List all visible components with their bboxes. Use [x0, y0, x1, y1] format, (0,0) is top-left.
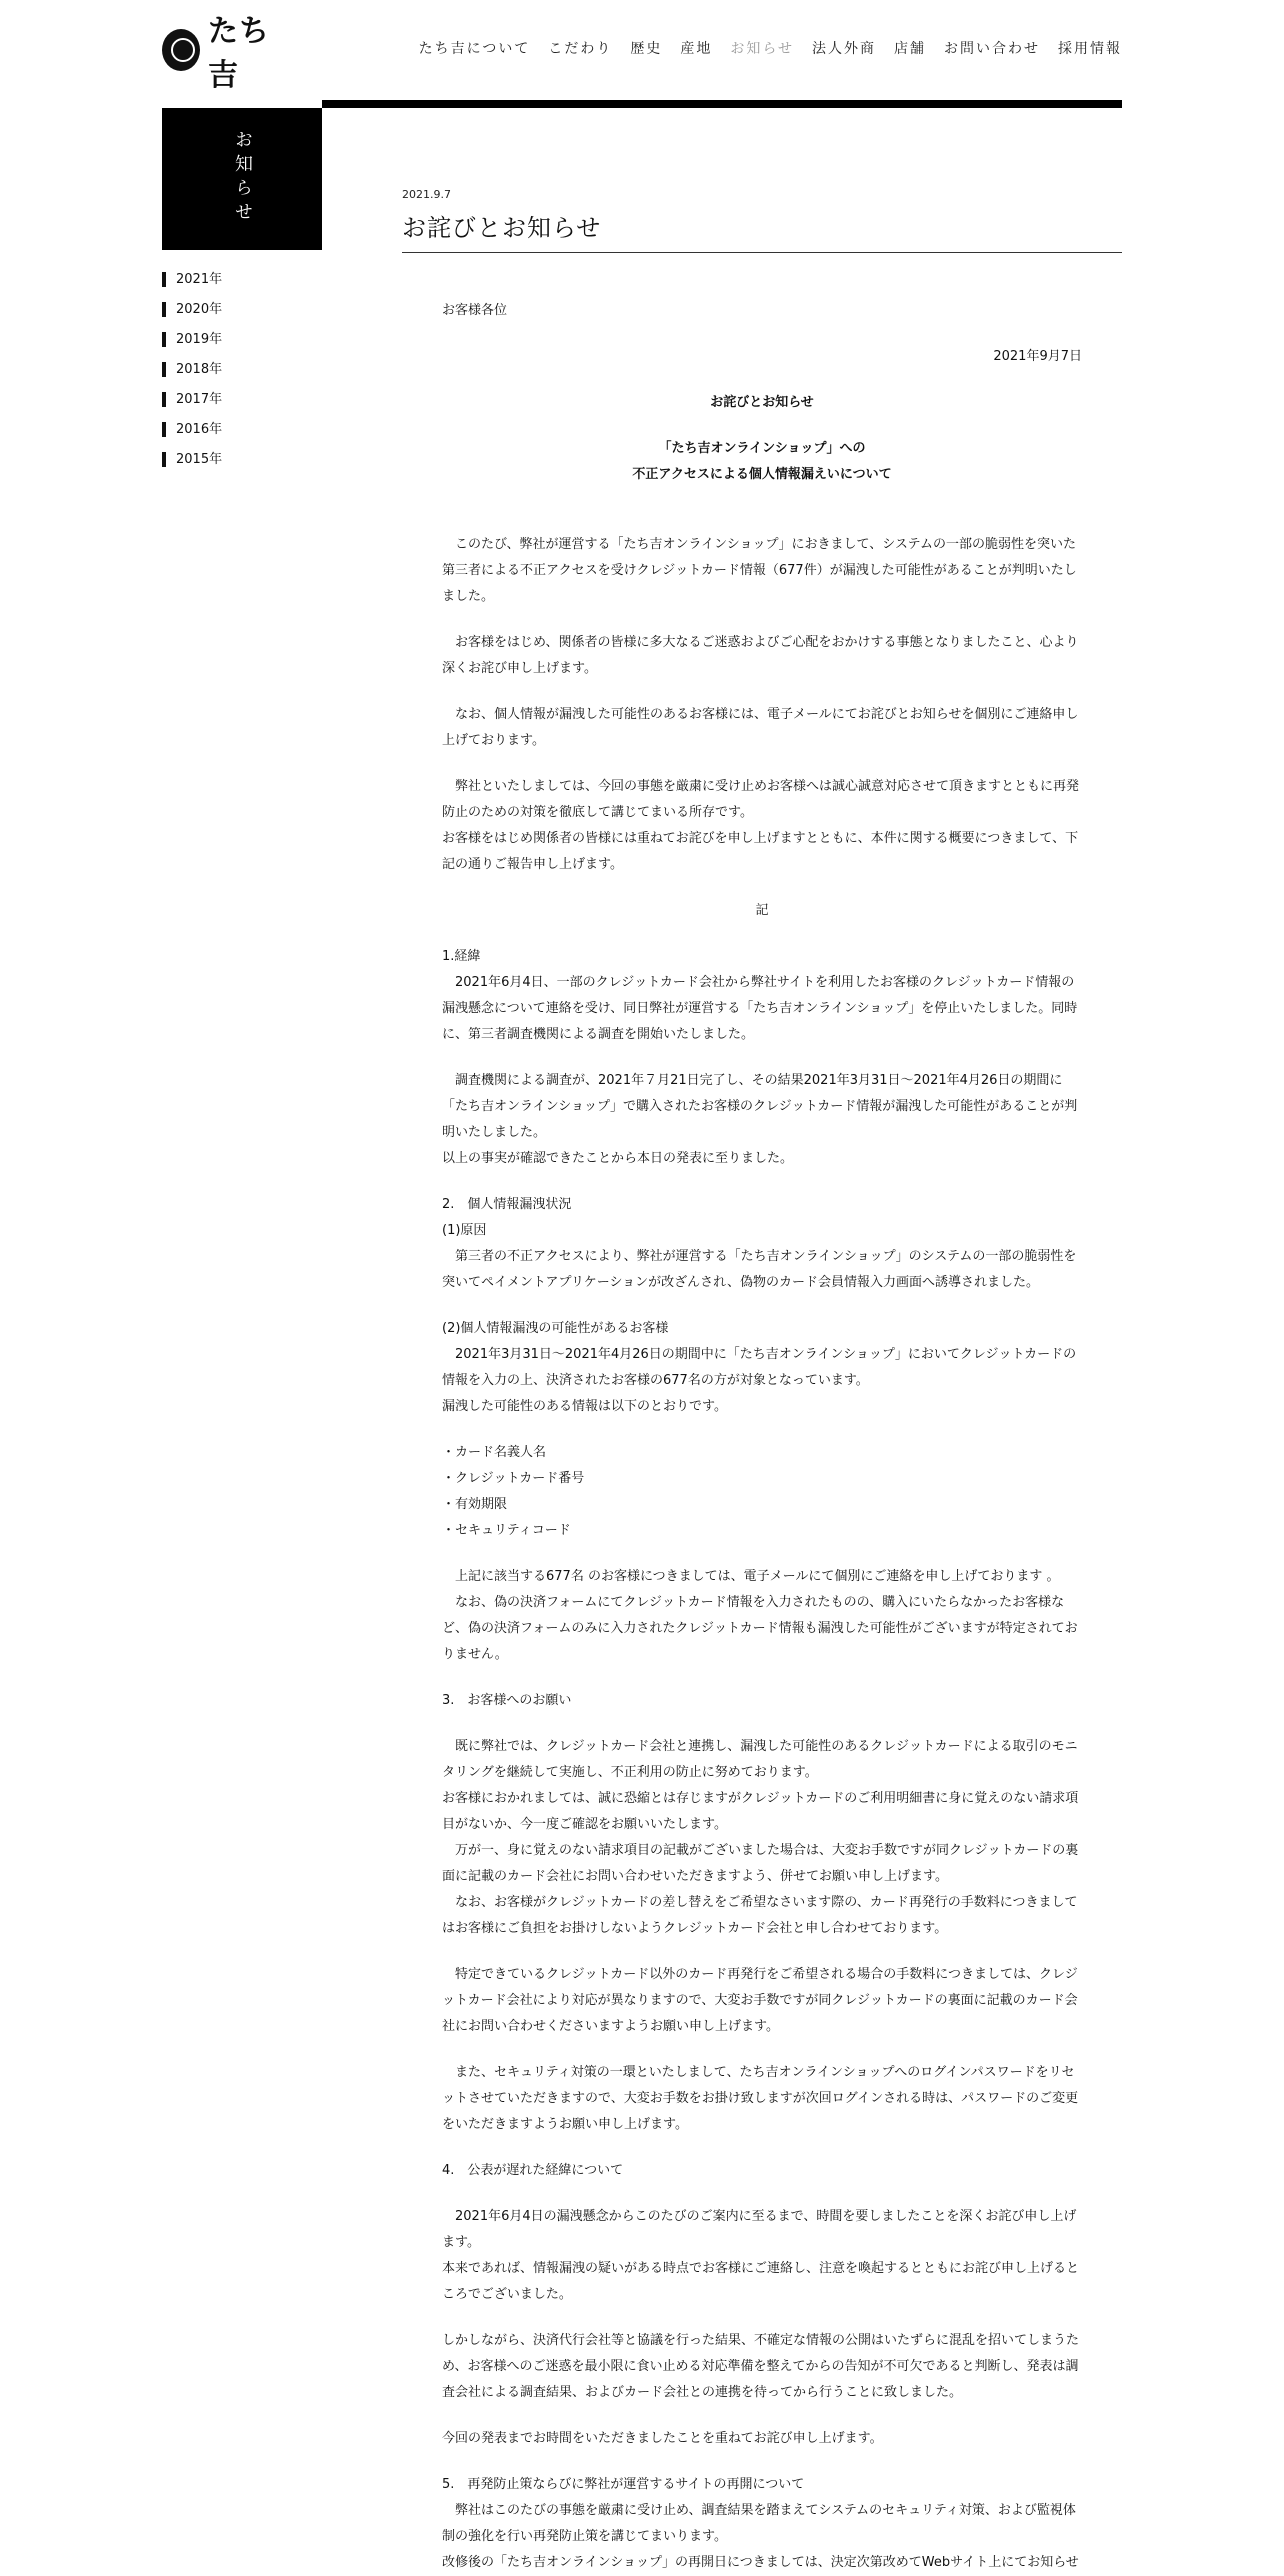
- section-title: 4. 公表が遅れた経緯について: [442, 2163, 624, 2178]
- logo-emblem-icon: [162, 29, 200, 71]
- paragraph: 改修後の「たち吉オンラインショップ」の再開日につきましては、決定次第改めてWebサイト上にてお知らせ: [442, 2555, 1079, 2570]
- year-link-2020[interactable]: 2020年: [162, 302, 312, 317]
- notice-subheading-1: 「たち吉オンラインショップ」への: [658, 441, 866, 456]
- section-title: 3. お客様へのお願い: [442, 1693, 572, 1708]
- paragraph: また、セキュリティ対策の一環といたしまして、たち吉オンラインショップへのログインパスワードをリセットさせていただきますので、大変お手数をお掛け致しますが次回ログインされる時は、パスワードのご変更をいただきますようお願い申し上げます。: [442, 2065, 1079, 2132]
- paragraph: 特定できているクレジットカード以外のカード再発行をご希望される場合の手数料につきましては、クレジットカード会社により対応が異なりますので、大変お手数ですが同クレジットカードの裏面に記載のカード会社にお問い合わせくださいますようお願い申し上げます。: [442, 1967, 1078, 2034]
- paragraph: 漏洩した可能性のある情報は以下のとおりです。: [442, 1399, 727, 1414]
- year-link-2019[interactable]: 2019年: [162, 332, 312, 347]
- nav-news[interactable]: お知らせ: [730, 41, 794, 57]
- list-item: ・セキュリティコード: [442, 1523, 571, 1538]
- paragraph: 弊社はこのたびの事態を厳粛に受け止め、調査結果を踏まえてシステムのセキュリティ対策、および監視体制の強化を行い再発防止策を講じてまいります。: [442, 2503, 1076, 2544]
- site-header: [0, 0, 1284, 100]
- nav-kodawari[interactable]: こだわり: [548, 41, 613, 57]
- nav-recruit[interactable]: 採用情報: [1058, 41, 1122, 57]
- site-logo[interactable]: [162, 14, 292, 93]
- paragraph: 既に弊社では、クレジットカード会社と連携し、漏洩した可能性のあるクレジットカードによる取引のモニタリングを継続して実施し、不正利用の防止に努めております。: [442, 1739, 1078, 1780]
- paragraph: 調査機関による調査が、2021年７月21日完了し、その結果2021年3月31日～2021年4月26日の期間に「たち吉オンラインショップ」で購入されたお客様のクレジットカード情報が漏洩した可能性があることが判明いたしました。: [442, 1073, 1078, 1140]
- section-title: 5. 再発防止策ならびに弊社が運営するサイトの再開について: [442, 2477, 805, 2492]
- list-item: ・カード名義人名: [442, 1445, 547, 1460]
- paragraph: 本来であれば、情報漏洩の疑いがある時点でお客様にご連絡し、注意を喚起するとともにお詫び申し上げるところでございました。: [442, 2261, 1080, 2302]
- paragraph: お客様をはじめ、関係者の皆様に多大なるご迷惑およびご心配をおかけする事態となりましたこと、心より深くお詫び申し上げます。: [442, 635, 1079, 676]
- ki-mark: 記: [755, 903, 769, 918]
- subsection-title: (1)原因: [442, 1223, 487, 1238]
- section-title: 1.経緯: [442, 949, 481, 964]
- section-top-bar: [322, 100, 1122, 108]
- paragraph: しかしながら、決済代行会社等と協議を行った結果、不確定な情報の公開はいたずらに混乱を招いてしまうため、お客様へのご迷惑を最小限に食い止める対応準備を整えてからの告知が不可欠であると判断し、発表は調査会社による調査結果、およびカード会社との連携を待ってから行うことに致しました。: [442, 2333, 1080, 2400]
- nav-history[interactable]: 歴史: [630, 41, 663, 57]
- post-body: [442, 298, 1082, 2576]
- nav-corporate[interactable]: 法人外商: [812, 41, 876, 57]
- nav-origin[interactable]: 産地: [680, 41, 713, 57]
- year-link-2016[interactable]: 2016年: [162, 422, 312, 437]
- issue-date: 2021年9月7日: [993, 349, 1082, 364]
- nav-contact[interactable]: お問い合わせ: [944, 41, 1040, 57]
- paragraph: 第三者の不正アクセスにより、弊社が運営する「たち吉オンラインショップ」のシステムの一部の脆弱性を突いてペイメントアプリケーションが改ざんされ、偽物のカード会員情報入力画面へ誘導されました。: [442, 1249, 1077, 1290]
- year-link-2018[interactable]: 2018年: [162, 362, 312, 377]
- paragraph: 2021年6月4日の漏洩懸念からこのたびのご案内に至るまで、時間を要しましたことを深くお詫び申し上げます。: [442, 2209, 1077, 2250]
- paragraph: 上記に該当する677名 のお客様につきましては、電子メールにて個別にご連絡を申し上げております 。: [442, 1569, 1060, 1584]
- paragraph: 2021年6月4日、一部のクレジットカード会社から弊社サイトを利用したお客様のクレジットカード情報の漏洩懸念について連絡を受け、同日弊社が運営する「たち吉オンラインショップ」を停止いたしました。同時に、第三者調査機関による調査を開始いたしました。: [442, 975, 1078, 1042]
- section-label-box: [162, 108, 322, 250]
- post-date: 2021.9.7: [402, 188, 451, 201]
- paragraph: なお、お客様がクレジットカードの差し替えをご希望なさいます際の、カード再発行の手数料につきましてはお客様にご負担をお掛けしないようクレジットカード会社と申し合わせております。: [442, 1895, 1078, 1936]
- main-nav: [401, 38, 1122, 58]
- nav-stores[interactable]: 店舗: [894, 41, 926, 57]
- title-divider: [402, 252, 1122, 253]
- year-link-2021[interactable]: 2021年: [162, 272, 312, 287]
- section-title: 2. 個人情報漏洩状況: [442, 1197, 572, 1212]
- paragraph: 弊社といたしましては、今回の事態を厳粛に受け止めお客様へは誠心誠意対応させて頂きますとともに再発防止のための対策を徹底して講じてまいる所存です。: [442, 779, 1080, 820]
- list-item: ・有効期限: [442, 1497, 508, 1512]
- paragraph: なお、偽の決済フォームにてクレジットカード情報を入力されたものの、購入にいたらなかったお客様など、偽の決済フォームのみに入力されたクレジットカード情報も漏洩した可能性がございますが特定されておりません。: [442, 1595, 1078, 1662]
- notice-subheading-2: 不正アクセスによる個人情報漏えいについて: [632, 467, 892, 482]
- list-item: ・クレジットカード番号: [442, 1471, 585, 1486]
- notice-heading: お詫びとお知らせ: [710, 395, 814, 410]
- year-link-2015[interactable]: 2015年: [162, 452, 312, 467]
- subsection-title: (2)個人情報漏洩の可能性があるお客様: [442, 1321, 669, 1336]
- paragraph: 今回の発表までお時間をいただきましたことを重ねてお詫び申し上げます。: [442, 2431, 883, 2446]
- addressee: お客様各位: [442, 303, 508, 318]
- section-label: お知らせ: [232, 130, 253, 226]
- paragraph: お客様におかれましては、誠に恐縮とは存じますがクレジットカードのご利用明細書に身に覚えのない請求項目がないか、今一度ご確認をお願いいたします。: [442, 1791, 1079, 1832]
- paragraph: なお、個人情報が漏洩した可能性のあるお客様には、電子メールにてお詫びとお知らせを個別にご連絡申し上げております。: [442, 707, 1079, 748]
- paragraph: 2021年3月31日～2021年4月26日の期間中に「たち吉オンラインショップ」においてクレジットカードの情報を入力の上、決済されたお客様の677名の方が対象となっています。: [442, 1347, 1077, 1388]
- nav-about[interactable]: たち吉について: [418, 41, 531, 57]
- logo-text: たち吉: [207, 14, 270, 93]
- paragraph: 以上の事実が確認できたことから本日の発表に至りました。: [442, 1151, 794, 1166]
- post-title: お詫びとお知らせ: [402, 214, 602, 242]
- paragraph: 万が一、身に覚えのない請求項目の記載がございました場合は、大変お手数ですが同クレジットカードの裏面に記載のカード会社にお問い合わせいただきますよう、併せてお願い申し上げます。: [442, 1843, 1079, 1884]
- paragraph: このたび、弊社が運営する「たち吉オンラインショップ」におきまして、システムの一部の脆弱性を突いた第三者による不正アクセスを受けクレジットカード情報（677件）が漏洩した可能性があることが判明いたしました。: [442, 537, 1077, 604]
- year-archive-list: [162, 272, 312, 482]
- paragraph: お客様をはじめ関係者の皆様には重ねてお詫びを申し上げますとともに、本件に関する概要につきまして、下記の通りご報告申し上げます。: [442, 831, 1079, 872]
- year-link-2017[interactable]: 2017年: [162, 392, 312, 407]
